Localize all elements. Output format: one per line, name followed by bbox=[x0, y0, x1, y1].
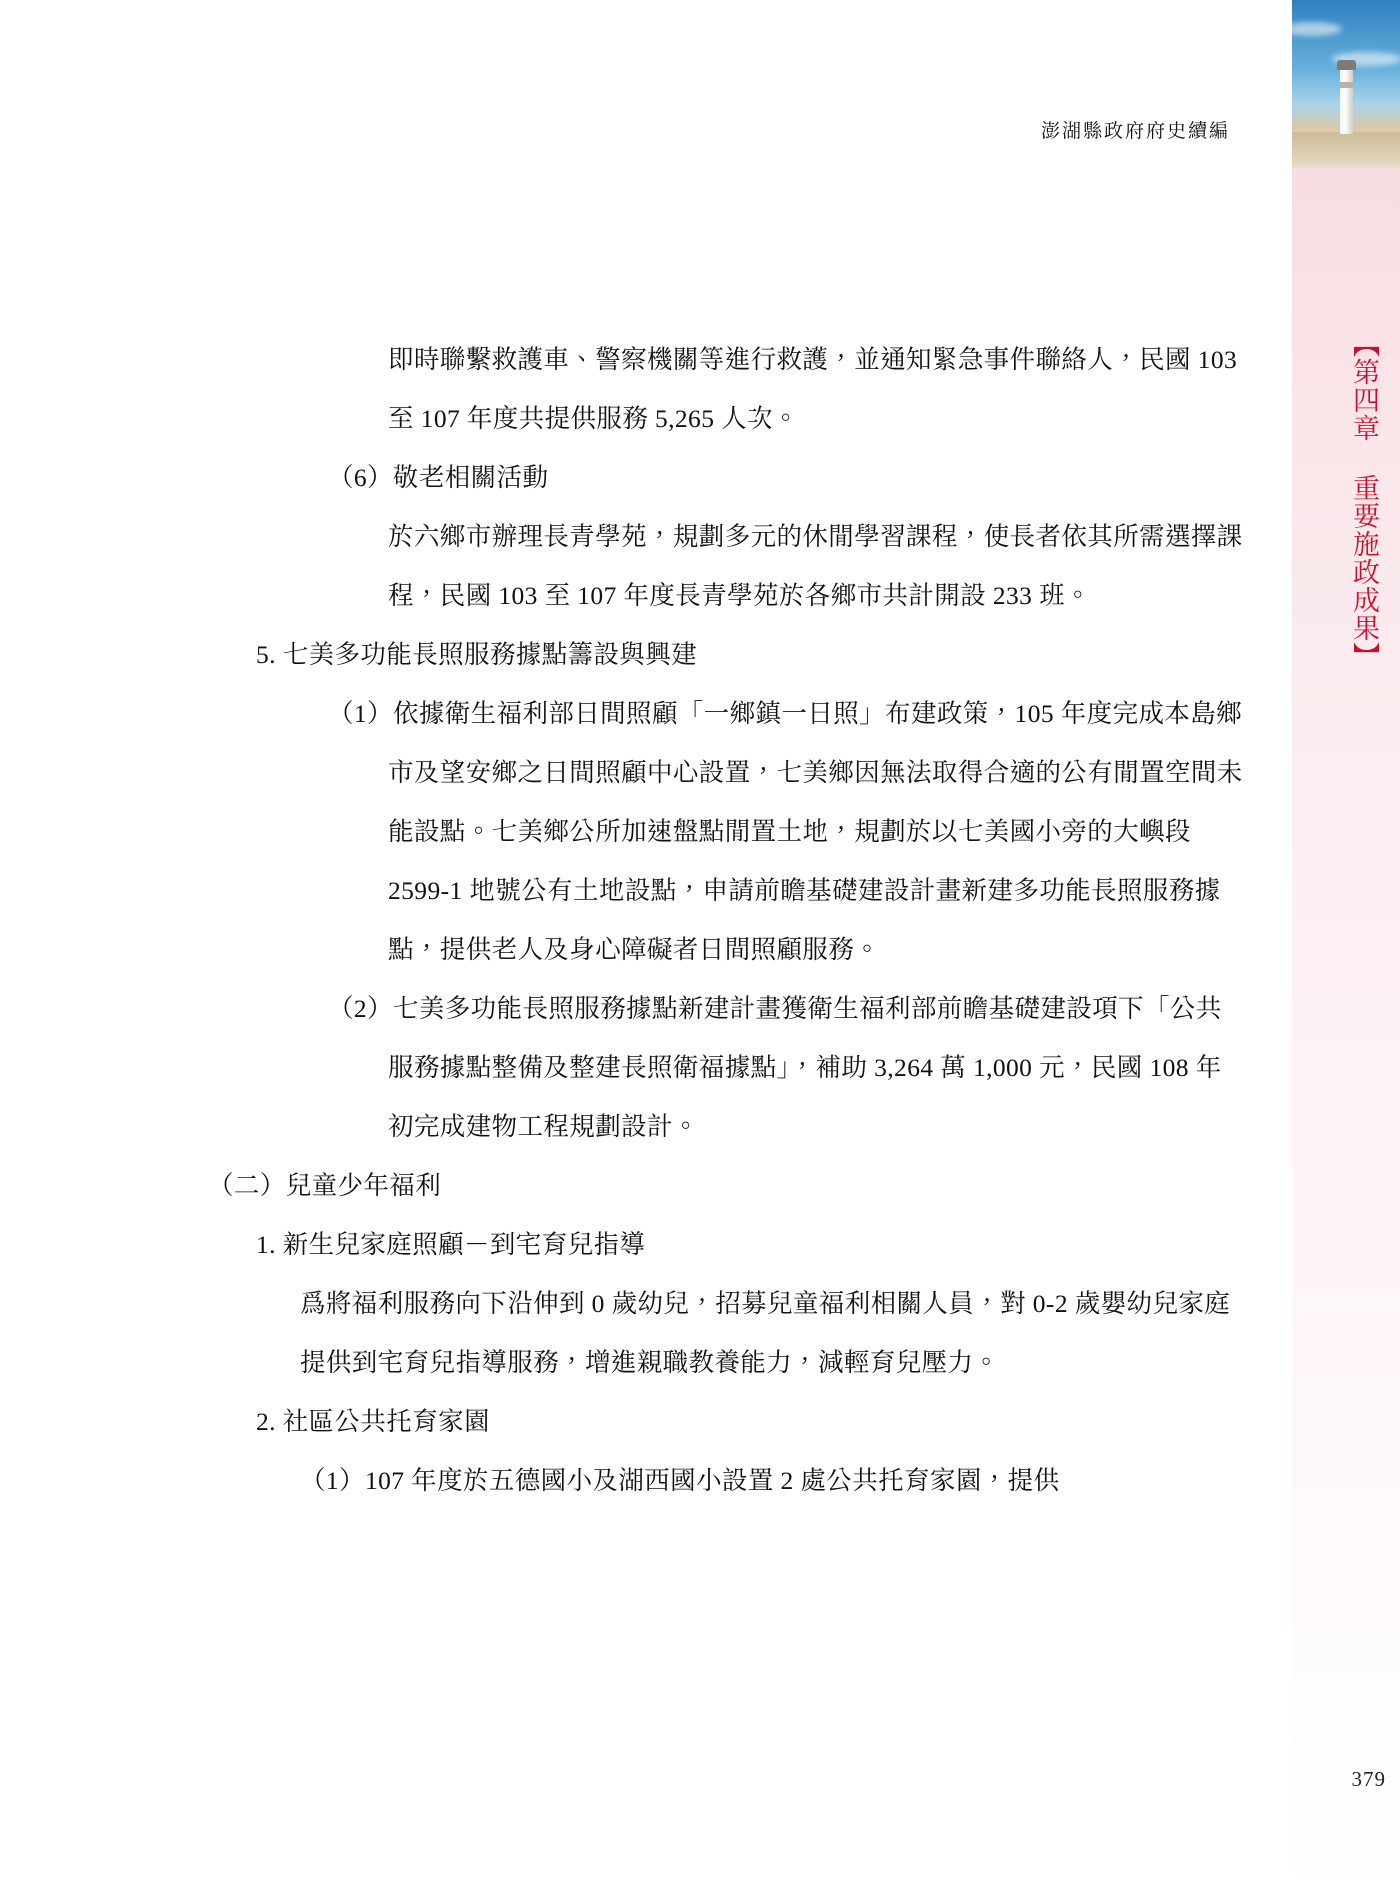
sub-item-1-body: 爲將福利服務向下沿伸到 0 歲幼兒，招募兒童福利相關人員，對 0-2 歲嬰幼兒家庭提供到宅育兒指導服務，增進親職教養能力，減輕育兒壓力。 bbox=[300, 1289, 1231, 1377]
section-heading-two: （二）兒童少年福利 bbox=[208, 1171, 442, 1200]
chapter-tab-label: 【第四章 重要施政成果】 bbox=[1348, 330, 1379, 670]
paragraph-continued-top: 即時聯繫救護車、警察機關等進行救護，並通知緊急事件聯絡人，民國 103 至 107 年度共提供服務 5,265 人次。 bbox=[388, 345, 1238, 433]
running-head: 澎湖縣政府府史續編 bbox=[1040, 121, 1230, 142]
sub-item-2-1: （1）107 年度於五德國小及湖西國小設置 2 處公共托育家園，提供 bbox=[300, 1466, 1060, 1495]
lighthouse-photo bbox=[1292, 0, 1400, 168]
document-body bbox=[208, 330, 1246, 1510]
sub-item-1-heading: 1. 新生兒家庭照顧－到宅育兒指導 bbox=[256, 1230, 646, 1259]
list-item-5-2: （2）七美多功能長照服務據點新建計畫獲衛生福利部前瞻基礎建設項下「公共服務據點整備及整建長照衛福據點」，補助 3,264 萬 1,000 元，民國 108 年初完成建物工程規劃設計。 bbox=[328, 994, 1222, 1141]
list-item-5-1: （1）依據衛生福利部日間照顧「一鄉鎮一日照」布建政策，105 年度完成本島鄉市及望安鄉之日間照顧中心設置，七美鄉因無法取得合適的公有閒置空間未能設點。七美鄉公所加速盤點閒置土地，規劃於以七美國小旁的大嶼段 2599-1 地號公有土地設點，申請前瞻基礎建設計畫新建多功能長照服務據點，提供老人及身心障礙者日間照顧服務。 bbox=[328, 699, 1243, 964]
page-number: 379 bbox=[1351, 1767, 1386, 1791]
decorative-side-band bbox=[1292, 0, 1400, 1900]
list-item-5-heading: 5. 七美多功能長照服務據點籌設與興建 bbox=[256, 640, 698, 669]
sub-item-2-heading: 2. 社區公共托育家園 bbox=[256, 1407, 490, 1436]
list-item-6-heading: （6）敬老相關活動 bbox=[328, 463, 549, 492]
list-item-6-body: 於六鄉市辦理長青學苑，規劃多元的休閒學習課程，使長者依其所需選擇課程，民國 103 至 107 年度長青學苑於各鄉市共計開設 233 班。 bbox=[388, 522, 1243, 610]
